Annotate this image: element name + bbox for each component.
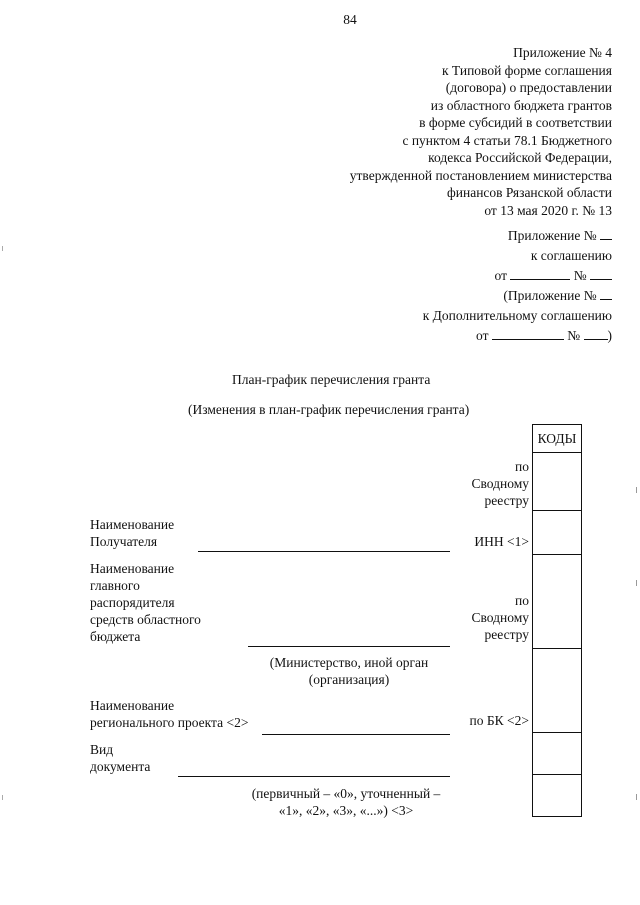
appendix-line: (договора) о предоставлении	[445, 80, 612, 95]
number-blank[interactable]	[584, 327, 608, 340]
agreement-line-1	[423, 226, 612, 246]
codes-header: КОДЫ	[533, 425, 582, 453]
additional-annex-label: (Приложение №	[503, 288, 597, 303]
scan-edge-mark	[2, 795, 3, 800]
appendix-line: кодекса Российской Федерации,	[428, 150, 612, 165]
appendix-line: в форме субсидий в соответствии	[419, 115, 612, 130]
bk-label: по БК <2>	[469, 713, 529, 728]
svodny-registry-label-1: по Сводному реестру	[471, 459, 529, 508]
scan-edge-mark	[636, 487, 637, 493]
ministry-note: (Министерство, иной орган (организация)	[269, 655, 429, 687]
close-paren: )	[607, 328, 612, 343]
agreement-line-4	[423, 286, 612, 306]
agreement-line-6	[423, 326, 612, 346]
number-label: №	[573, 268, 587, 283]
agreement-header	[423, 226, 612, 346]
agreement-line-5: к Дополнительному соглашению	[422, 308, 612, 323]
code-cell-doc-type[interactable]	[533, 733, 582, 775]
appendix-line: финансов Рязанской области	[447, 185, 612, 200]
grbs-label: Наименование главного распорядителя средств областного бюджета	[90, 561, 201, 644]
code-cell-svodny-1[interactable]	[533, 453, 582, 511]
appendix-line: из областного бюджета грантов	[430, 97, 612, 113]
document-title: План-график перечисления гранта	[232, 372, 431, 387]
document-type-note: (первичный – «0», уточненный – «1», «2», «3», «...») <3>	[251, 786, 441, 818]
code-cell-svodny-2[interactable]	[533, 555, 582, 649]
number-blank[interactable]	[590, 267, 612, 280]
appendix-header	[350, 44, 612, 219]
appendix-line: Приложение № 4	[513, 45, 612, 60]
appendix-line: с пунктом 4 статьи 78.1 Бюджетного	[402, 132, 612, 148]
date-blank[interactable]	[510, 267, 570, 280]
regional-project-label: Наименование регионального проекта <2>	[90, 698, 249, 730]
agreement-line-3	[423, 266, 612, 286]
svodny-registry-label-2: по Сводному реестру	[471, 593, 529, 642]
appendix-line: к Типовой форме соглашения	[442, 62, 612, 78]
inn-label: ИНН <1>	[474, 534, 529, 549]
recipient-label: Наименование Получателя	[90, 517, 175, 549]
agreement-line-2: к соглашению	[530, 248, 612, 263]
document-subtitle: (Изменения в план-график перечисления гранта)	[188, 402, 470, 417]
from-label: от	[494, 268, 507, 283]
appendix-line: утвержденной постановлением министерства	[349, 167, 612, 183]
number-label: №	[567, 328, 581, 343]
page-number: 84	[343, 12, 357, 27]
codes-table	[532, 424, 582, 817]
blank-field[interactable]	[600, 227, 612, 240]
recipient-underline[interactable]	[198, 551, 450, 552]
scan-edge-mark	[636, 580, 637, 586]
code-cell-extra[interactable]	[533, 775, 582, 817]
grbs-underline[interactable]	[248, 646, 450, 647]
code-cell-inn[interactable]	[533, 511, 582, 555]
appendix-line: от 13 мая 2020 г. № 13	[484, 202, 612, 218]
agreement-annex-label: Приложение №	[507, 228, 597, 243]
from-label: от	[476, 328, 489, 343]
code-cell-bk[interactable]	[533, 649, 582, 733]
scan-edge-mark	[2, 246, 3, 251]
project-underline[interactable]	[262, 734, 450, 735]
date-blank[interactable]	[492, 327, 564, 340]
scan-edge-mark	[636, 794, 637, 800]
document-type-label: Вид документа	[90, 742, 151, 774]
blank-field[interactable]	[600, 287, 612, 300]
document-type-underline[interactable]	[178, 776, 450, 777]
